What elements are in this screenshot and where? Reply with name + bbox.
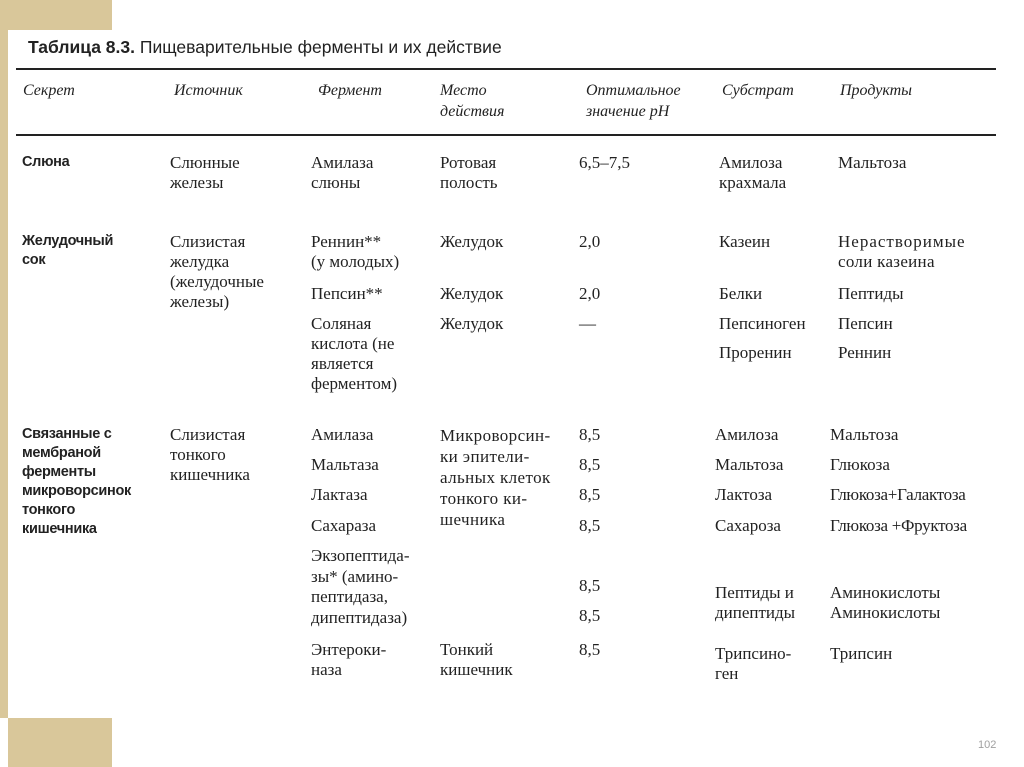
- intestinal-row-5-enzyme-line-3: пептидаза,: [311, 587, 388, 606]
- gastric-secret: [22, 232, 113, 270]
- gastric-row-3-substrate: [719, 314, 806, 334]
- header-source: [174, 80, 243, 101]
- gastric-row-1-ph: 2,0: [579, 232, 601, 251]
- gastric-row-2-ph: 2,0: [579, 284, 601, 303]
- gastric-row-4-products-line-1: Реннин: [838, 343, 892, 362]
- intestinal-row-1-substrate: [715, 425, 778, 445]
- gastric-row-4-products: [838, 343, 891, 363]
- gastric-row-3-place-line-1: Желудок: [440, 314, 504, 333]
- gastric-row-3-enzyme: [311, 314, 397, 394]
- header-enzyme-text: Фермент: [318, 82, 382, 99]
- header-source-text: Источник: [174, 82, 243, 99]
- header-substrate: [722, 80, 794, 101]
- gastric-row-2-enzyme: [311, 284, 383, 304]
- saliva-source-line-2: железы: [170, 173, 224, 192]
- saliva-place-line-2: полость: [440, 173, 498, 192]
- gastric-source-line-4: железы): [170, 292, 230, 311]
- intestinal-place-line-4: тонкого ки-: [440, 489, 528, 508]
- intestinal-secret: [22, 425, 131, 539]
- intestinal-row-3-products-line-1: Глюкоза+Галактоза: [830, 485, 966, 504]
- gastric-row-1-substrate-line-1: Казеин: [719, 232, 771, 251]
- gastric-row-3-products-line-1: Пепсин: [838, 314, 893, 333]
- saliva-source-line-1: Слюнные: [170, 153, 240, 172]
- intestinal-secret-line-5: тонкого: [22, 502, 76, 518]
- saliva-place: [440, 153, 498, 193]
- gastric-source-line-1: Слизистая: [170, 232, 246, 251]
- intestinal-row-1-enzyme: [311, 425, 373, 445]
- gastric-row-3-substrate-line-1: Пепсиноген: [719, 314, 806, 333]
- header-products-text: Продукты: [840, 82, 912, 99]
- intestinal-row-2-products-line-1: Глюкоза: [830, 455, 890, 474]
- intestinal-place-line-2: ки эпители-: [440, 447, 530, 466]
- header-ph-line-2: значение рН: [586, 103, 670, 120]
- intestinal-row-5-ph-1: 8,5: [579, 576, 601, 595]
- intestinal-row-5-enzyme-line-2: зы* (амино-: [311, 566, 399, 586]
- gastric-row-3-place: [440, 314, 503, 334]
- intestinal-row-5-substrate: [715, 583, 795, 623]
- saliva-products-line-1: Мальтоза: [838, 153, 907, 172]
- intestinal-row-2-substrate-line-1: Мальтоза: [715, 455, 784, 474]
- gastric-row-3-products: [838, 314, 893, 334]
- intestinal-row-3-substrate: [715, 485, 772, 505]
- saliva-substrate-line-2: крахмала: [719, 173, 787, 192]
- intestinal-place-line-1: Микроворсин-: [440, 426, 551, 445]
- intestinal-row-6-ph: 8,5: [579, 640, 601, 659]
- saliva-ph: 6,5–7,5: [579, 153, 630, 172]
- saliva-enzyme: [311, 153, 373, 193]
- intestinal-row-3-enzyme: [311, 485, 368, 505]
- intestinal-row-6-place-line-1: Тонкий: [440, 640, 494, 659]
- table-title-number: Таблица 8.3.: [28, 37, 135, 57]
- gastric-row-1-products: [838, 232, 966, 272]
- intestinal-row-4-substrate: [715, 516, 781, 536]
- gastric-row-2-place-line-1: Желудок: [440, 284, 504, 303]
- intestinal-row-3-ph: 8,5: [579, 485, 601, 504]
- gastric-row-1-enzyme: [311, 232, 399, 272]
- header-secret: [23, 80, 75, 101]
- intestinal-row-6-substrate-line-1: Трипсино-: [715, 644, 792, 663]
- gastric-source-line-3: (желудочные: [170, 272, 264, 291]
- gastric-row-3-enzyme-line-2: кислота (не: [311, 334, 395, 353]
- slide: [8, 30, 1018, 718]
- intestinal-secret-line-4: микроворсинок: [22, 483, 131, 499]
- intestinal-row-6-enzyme: [311, 640, 386, 680]
- gastric-row-3-enzyme-line-4: ферментом): [311, 374, 398, 393]
- intestinal-row-4-enzyme-line-1: Сахараза: [311, 516, 377, 535]
- intestinal-source-line-3: кишечника: [170, 465, 250, 484]
- intestinal-source-line-2: тонкого: [170, 445, 226, 464]
- intestinal-row-5-substrate-line-2: дипептиды: [715, 603, 796, 622]
- intestinal-row-4-products-line-1: Глюкоза +Фруктоза: [830, 516, 967, 535]
- intestinal-secret-line-3: ферменты: [22, 464, 96, 480]
- gastric-row-1-place: [440, 232, 503, 252]
- saliva-enzyme-line-2: слюны: [311, 173, 361, 192]
- intestinal-row-6-enzyme-line-1: Энтероки-: [311, 640, 387, 659]
- gastric-row-4-substrate-line-1: Проренин: [719, 343, 792, 362]
- intestinal-source: [170, 425, 250, 485]
- gastric-row-1-products-line-1: Нерастворимые: [838, 232, 966, 251]
- intestinal-row-6-substrate: [715, 644, 791, 684]
- saliva-products: [838, 153, 906, 173]
- intestinal-row-5-enzyme-line-1: Экзопептида-: [311, 546, 410, 565]
- gastric-row-1-enzyme-line-2: (у молодых): [311, 252, 400, 271]
- intestinal-row-5-ph-2: 8,5: [579, 606, 601, 625]
- intestinal-row-4-products: [830, 516, 967, 536]
- intestinal-place-microvilli: [440, 425, 551, 530]
- intestinal-row-5-products: [830, 583, 940, 623]
- table-title: [28, 37, 502, 58]
- gastric-row-1-place-line-1: Желудок: [440, 232, 504, 251]
- header-ph-line-1: Оптимальное: [586, 82, 681, 99]
- header-products: [840, 80, 912, 101]
- intestinal-row-6-enzyme-line-2: наза: [311, 660, 342, 679]
- side-decor-gap: [0, 718, 8, 767]
- intestinal-row-5-enzyme: [311, 546, 410, 628]
- gastric-secret-line-2: сок: [22, 252, 46, 268]
- intestinal-place-line-3: альных клеток: [440, 468, 551, 487]
- saliva-secret: [22, 153, 69, 172]
- intestinal-row-6-place-line-2: кишечник: [440, 660, 513, 679]
- table-title-text: Пищеварительные ферменты и их действие: [135, 37, 502, 57]
- gastric-row-2-enzyme-line-1: Пепсин**: [311, 284, 383, 303]
- intestinal-row-1-substrate-line-1: Амилоза: [715, 425, 779, 444]
- gastric-row-1-products-line-2: соли казеина: [838, 252, 935, 271]
- header-enzyme: [318, 80, 382, 101]
- intestinal-row-4-enzyme: [311, 516, 376, 536]
- saliva-source: [170, 153, 240, 193]
- intestinal-row-6-place: [440, 640, 513, 680]
- gastric-source: [170, 232, 264, 312]
- gastric-row-2-substrate-line-1: Белки: [719, 284, 763, 303]
- intestinal-place-line-5: шечника: [440, 510, 506, 529]
- gastric-row-3-ph: —: [579, 314, 596, 333]
- intestinal-row-1-ph: 8,5: [579, 425, 601, 444]
- intestinal-row-2-enzyme: [311, 455, 379, 475]
- intestinal-secret-line-6: кишечника: [22, 521, 97, 537]
- saliva-place-line-1: Ротовая: [440, 153, 497, 172]
- gastric-row-2-place: [440, 284, 503, 304]
- gastric-row-3-enzyme-line-1: Соляная: [311, 314, 372, 333]
- header-substrate-text: Субстрат: [722, 82, 794, 99]
- header-place-line-1: Место: [440, 82, 487, 99]
- intestinal-row-1-products-line-1: Мальтоза: [830, 425, 899, 444]
- intestinal-row-5-products-line-1: Аминокислоты: [830, 583, 941, 602]
- intestinal-row-4-substrate-line-1: Сахароза: [715, 516, 781, 535]
- intestinal-row-1-enzyme-line-1: Амилаза: [311, 425, 374, 444]
- intestinal-row-1-products: [830, 425, 898, 445]
- intestinal-row-6-products: [830, 644, 892, 664]
- saliva-secret-line-1: Слюна: [22, 154, 70, 170]
- intestinal-secret-line-1: Связанные с: [22, 426, 112, 442]
- intestinal-source-line-1: Слизистая: [170, 425, 246, 444]
- intestinal-row-2-substrate: [715, 455, 783, 475]
- gastric-secret-line-1: Желудочный: [22, 233, 114, 249]
- gastric-row-1-substrate: [719, 232, 770, 252]
- intestinal-row-2-ph: 8,5: [579, 455, 601, 474]
- header-ph: [586, 80, 681, 122]
- header-bottom-rule: [16, 134, 996, 136]
- saliva-enzyme-line-1: Амилаза: [311, 153, 374, 172]
- intestinal-row-2-enzyme-line-1: Мальтаза: [311, 455, 379, 474]
- gastric-row-2-products: [838, 284, 904, 304]
- gastric-source-line-2: желудка: [170, 252, 230, 271]
- intestinal-row-2-products: [830, 455, 890, 475]
- gastric-row-3-enzyme-line-3: является: [311, 354, 374, 373]
- intestinal-row-3-enzyme-line-1: Лактаза: [311, 485, 368, 504]
- header-place: [440, 80, 504, 122]
- intestinal-row-6-substrate-line-2: ген: [715, 664, 739, 683]
- page-number: 102: [978, 739, 997, 751]
- intestinal-row-3-products: [830, 485, 966, 505]
- intestinal-row-4-ph: 8,5: [579, 516, 601, 535]
- intestinal-row-3-substrate-line-1: Лактоза: [715, 485, 773, 504]
- intestinal-row-5-products-line-2: Аминокислоты: [830, 603, 941, 622]
- intestinal-row-5-substrate-line-1: Пептиды и: [715, 583, 794, 602]
- header-secret-text: Секрет: [23, 82, 75, 99]
- saliva-substrate-line-1: Амилоза: [719, 153, 783, 172]
- gastric-row-1-enzyme-line-1: Реннин**: [311, 232, 382, 251]
- table-top-rule: [16, 68, 996, 70]
- gastric-row-4-substrate: [719, 343, 792, 363]
- saliva-substrate: [719, 153, 786, 193]
- intestinal-secret-line-2: мембраной: [22, 445, 101, 461]
- intestinal-row-6-products-line-1: Трипсин: [830, 644, 893, 663]
- gastric-row-2-products-line-1: Пептиды: [838, 284, 904, 303]
- gastric-row-2-substrate: [719, 284, 762, 304]
- intestinal-row-5-enzyme-line-4: дипептидаза): [311, 607, 408, 627]
- header-place-line-2: действия: [440, 103, 505, 120]
